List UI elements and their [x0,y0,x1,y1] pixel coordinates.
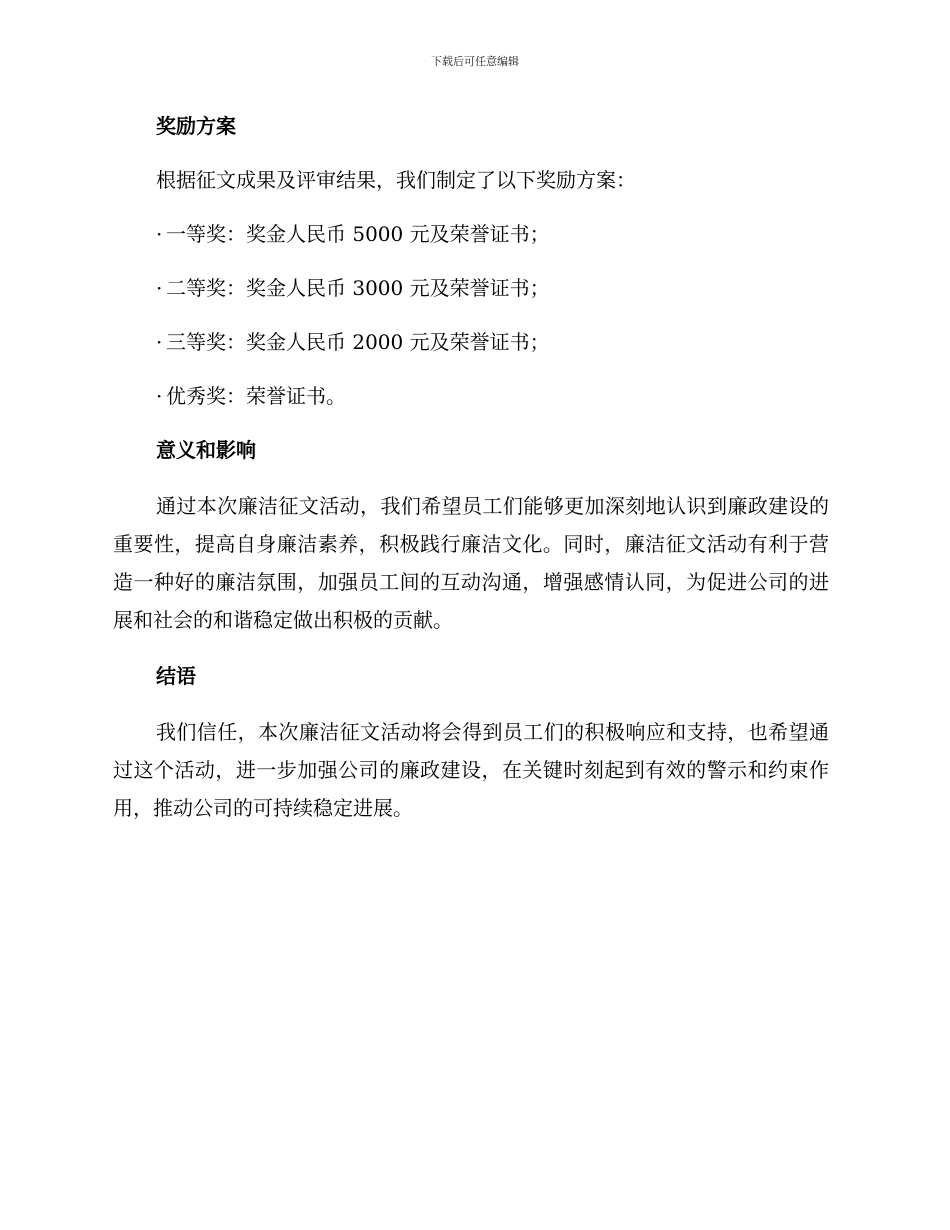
bullet-icon: · [156,330,163,354]
list-item [113,270,829,306]
significance-paragraph: 通过本次廉洁征文活动，我们希望员工们能够更加深刻地认识到廉政建设的重要性，提高自身廉洁素养，积极践行廉洁文化。同时，廉洁征文活动有利于营造一种好的廉洁氛围，加强员工间的互动沟通，增强感情认同，为促进公司的进展和社会的和谐稳定做出积极的贡献。 [113,494,829,632]
list-item [113,378,829,414]
list-item [113,324,829,360]
rewards-list [113,216,829,414]
section-heading-significance: 意义和影响 [156,438,256,462]
bullet-icon: · [156,384,163,408]
page-header: 下载后可任意编辑 [431,55,519,68]
conclusion-paragraph: 我们信任，本次廉洁征文活动将会得到员工们的积极响应和支持，也希望通过这个活动，进一步加强公司的廉政建设，在关键时刻起到有效的警示和约束作用，推动公司的可持续稳定进展。 [113,720,829,820]
bullet-icon: · [156,222,163,246]
list-item [113,216,829,252]
document-body [113,108,829,827]
section-heading-rewards: 奖励方案 [156,114,236,138]
reward-third-prize: 三等奖：奖金人民币 2000 元及荣誉证书； [166,330,550,354]
bullet-icon: · [156,276,163,300]
reward-first-prize: 一等奖：奖金人民币 5000 元及荣誉证书； [166,222,550,246]
rewards-intro: 根据征文成果及评审结果，我们制定了以下奖励方案： [156,168,636,192]
section-heading-conclusion: 结语 [156,664,196,688]
reward-second-prize: 二等奖：奖金人民币 3000 元及荣誉证书； [166,276,550,300]
reward-excellence-prize: 优秀奖：荣誉证书。 [166,384,346,408]
